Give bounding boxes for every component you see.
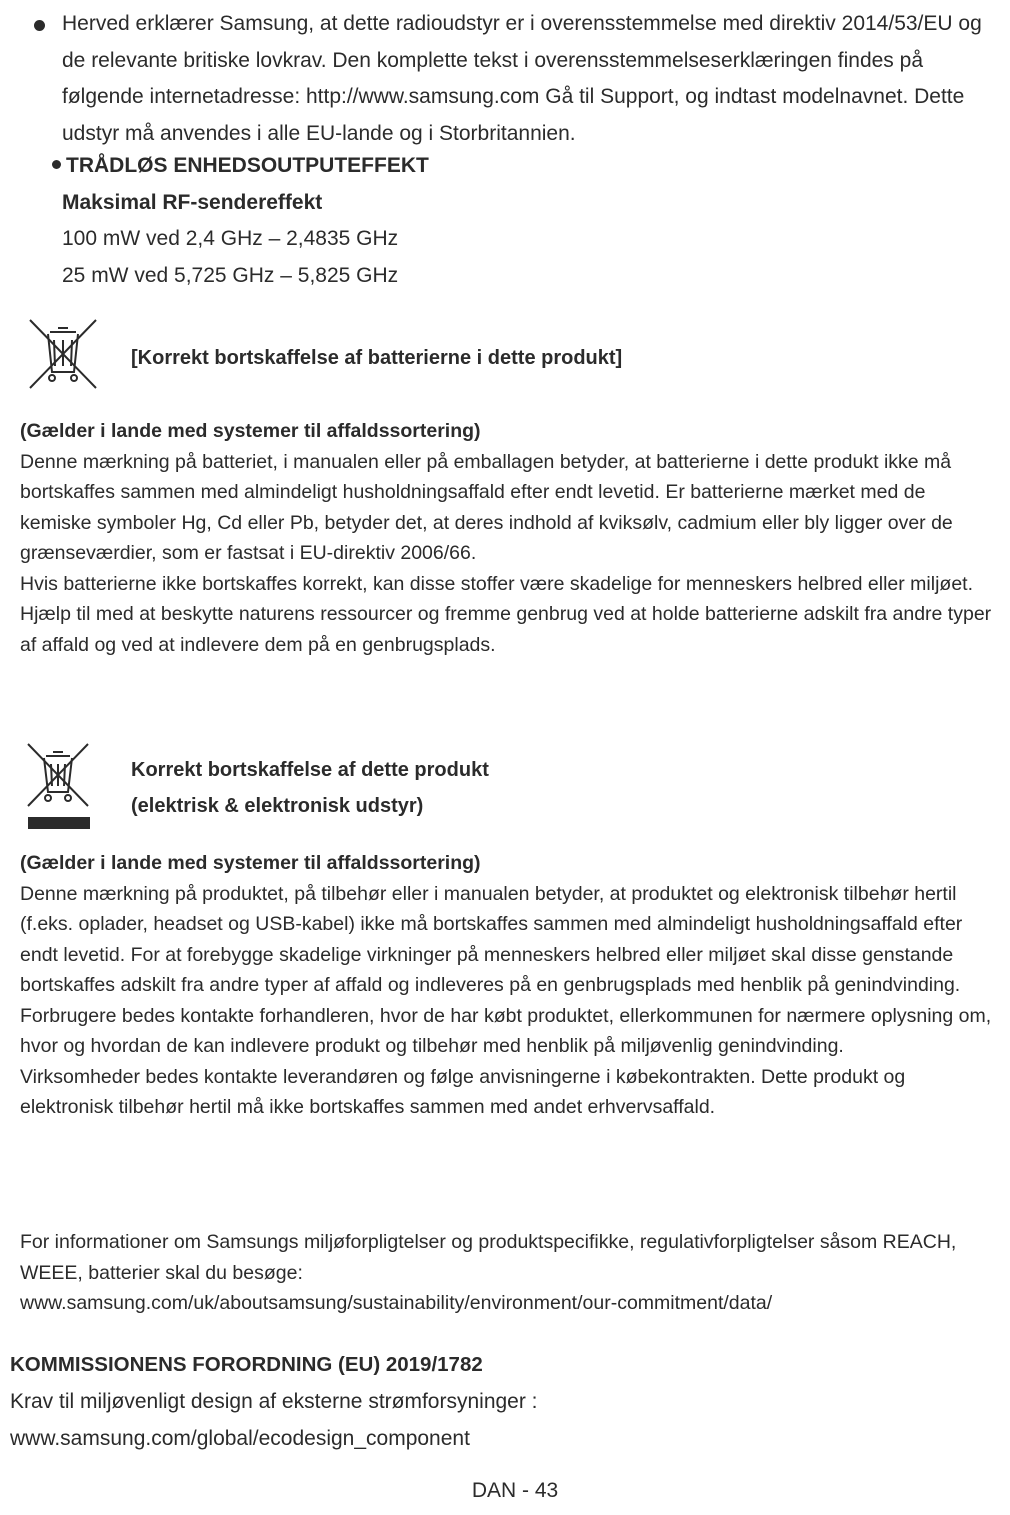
battery-applies: (Gælder i lande med systemer til affaldssortering) xyxy=(20,420,481,442)
battery-paragraph-3: Hjælp til med at beskytte naturens ressourcer og fremme genbrug ved at holde batterierne adskilt fra andre typer af affald og ved at indlevere dem på en genbrugsplads. xyxy=(20,603,992,656)
battery-section xyxy=(20,416,995,660)
bullet-icon xyxy=(34,20,45,31)
crossed-out-bin-icon xyxy=(24,316,102,399)
info-section xyxy=(20,1227,995,1319)
declaration-text: Herved erklærer Samsung, at dette radioudstyr er i overensstemmelse med direktiv 2014/53/EU og de relevante britiske lovkrav. Den komplette tekst i overensstemmelseserklæringen findes på følgende internetadresse: http://www.samsung.com Gå til Support, og indtast modelnavnet. Dette udstyr må anvendes i alle EU-lande og i Storbritannien. xyxy=(62,12,982,145)
regulation-text: Krav til miljøvenligt design af eksterne strømforsyninger : xyxy=(10,1390,538,1413)
wireless-line-1: 100 mW ved 2,4 GHz – 2,4835 GHz xyxy=(62,227,399,250)
regulation-url: www.samsung.com/global/ecodesign_component xyxy=(10,1427,470,1450)
battery-title: [Korrekt bortskaffelse af batterierne i dette produkt] xyxy=(131,347,623,369)
weee-paragraph-2: Forbrugere bedes kontakte forhandleren, hvor de har købt produktet, ellerkommunen for nærmere oplysning om, hvor og hvordan de kan indlevere produkt og tilbehør med henblik på miljøvenlig genindvinding. xyxy=(20,1004,992,1057)
weee-applies: (Gælder i lande med systemer til affaldssortering) xyxy=(20,852,481,874)
wireless-line-2: 25 mW ved 5,725 GHz – 5,825 GHz xyxy=(62,263,399,287)
page-number: DAN - 43 xyxy=(471,1479,559,1502)
battery-paragraph-1: Denne mærkning på batteriet, i manualen eller på emballagen betyder, at batterierne i dette produkt ikke må bortskaffes sammen med almindeligt husholdningsaffald efter endt levetid. Er batterierne mærket med de kemiske symboler Hg, Cd eller Pb, betyder det, at deres indhold af kviksølv, cadmium eller bly ligger over de grænseværdier, som er fastsat i EU-direktiv 2006/66. xyxy=(20,450,953,564)
weee-section xyxy=(20,848,995,1123)
regulation-section xyxy=(10,1346,1000,1457)
info-url: www.samsung.com/uk/aboutsamsung/sustainability/environment/our-commitment/data/ xyxy=(20,1292,773,1314)
declaration-block xyxy=(34,6,1006,152)
bullet-icon xyxy=(52,160,61,169)
weee-title-1: Korrekt bortskaffelse af dette produkt xyxy=(131,759,489,781)
regulation-heading: KOMMISSIONENS FORORDNING (EU) 2019/1782 xyxy=(10,1353,483,1376)
wireless-output-block xyxy=(52,148,952,294)
wireless-subheading: Maksimal RF-sendereffekt xyxy=(62,190,323,214)
info-text: For informationer om Samsungs miljøforpligtelser og produktspecifikke, regulativforpligtelser såsom REACH, WEEE, batterier skal du besøge: xyxy=(20,1231,957,1284)
weee-paragraph-1: Denne mærkning på produktet, på tilbehør eller i manualen betyder, at produktet og elektronisk tilbehør hertil (f.eks. oplader, headset og USB-kabel) ikke må bortskaffes sammen med almindeligt husholdningsaffald efter endt levetid. For at forebygge skadelige virkninger på menneskers helbred eller miljøet skal disse genstande bortskaffes adskilt fra andre typer af affald og indleveres på en genbrugsplads med henblik på genindvinding. xyxy=(20,882,963,996)
wireless-heading: TRÅDLØS ENHEDSOUTPUTEFFEKT xyxy=(66,154,429,177)
battery-paragraph-2: Hvis batterierne ikke bortskaffes korrekt, kan disse stoffer være skadelige for menneskers helbred eller miljøet. xyxy=(20,572,974,595)
weee-paragraph-3: Virksomheder bedes kontakte leverandøren og følge anvisningerne i købekontrakten. Dette produkt og elektronisk tilbehør hertil må ikke bortskaffes sammen med andet erhvervsaffald. xyxy=(20,1065,906,1118)
weee-title-2: (elektrisk & elektronisk udstyr) xyxy=(131,795,424,817)
weee-bin-icon xyxy=(24,742,94,837)
